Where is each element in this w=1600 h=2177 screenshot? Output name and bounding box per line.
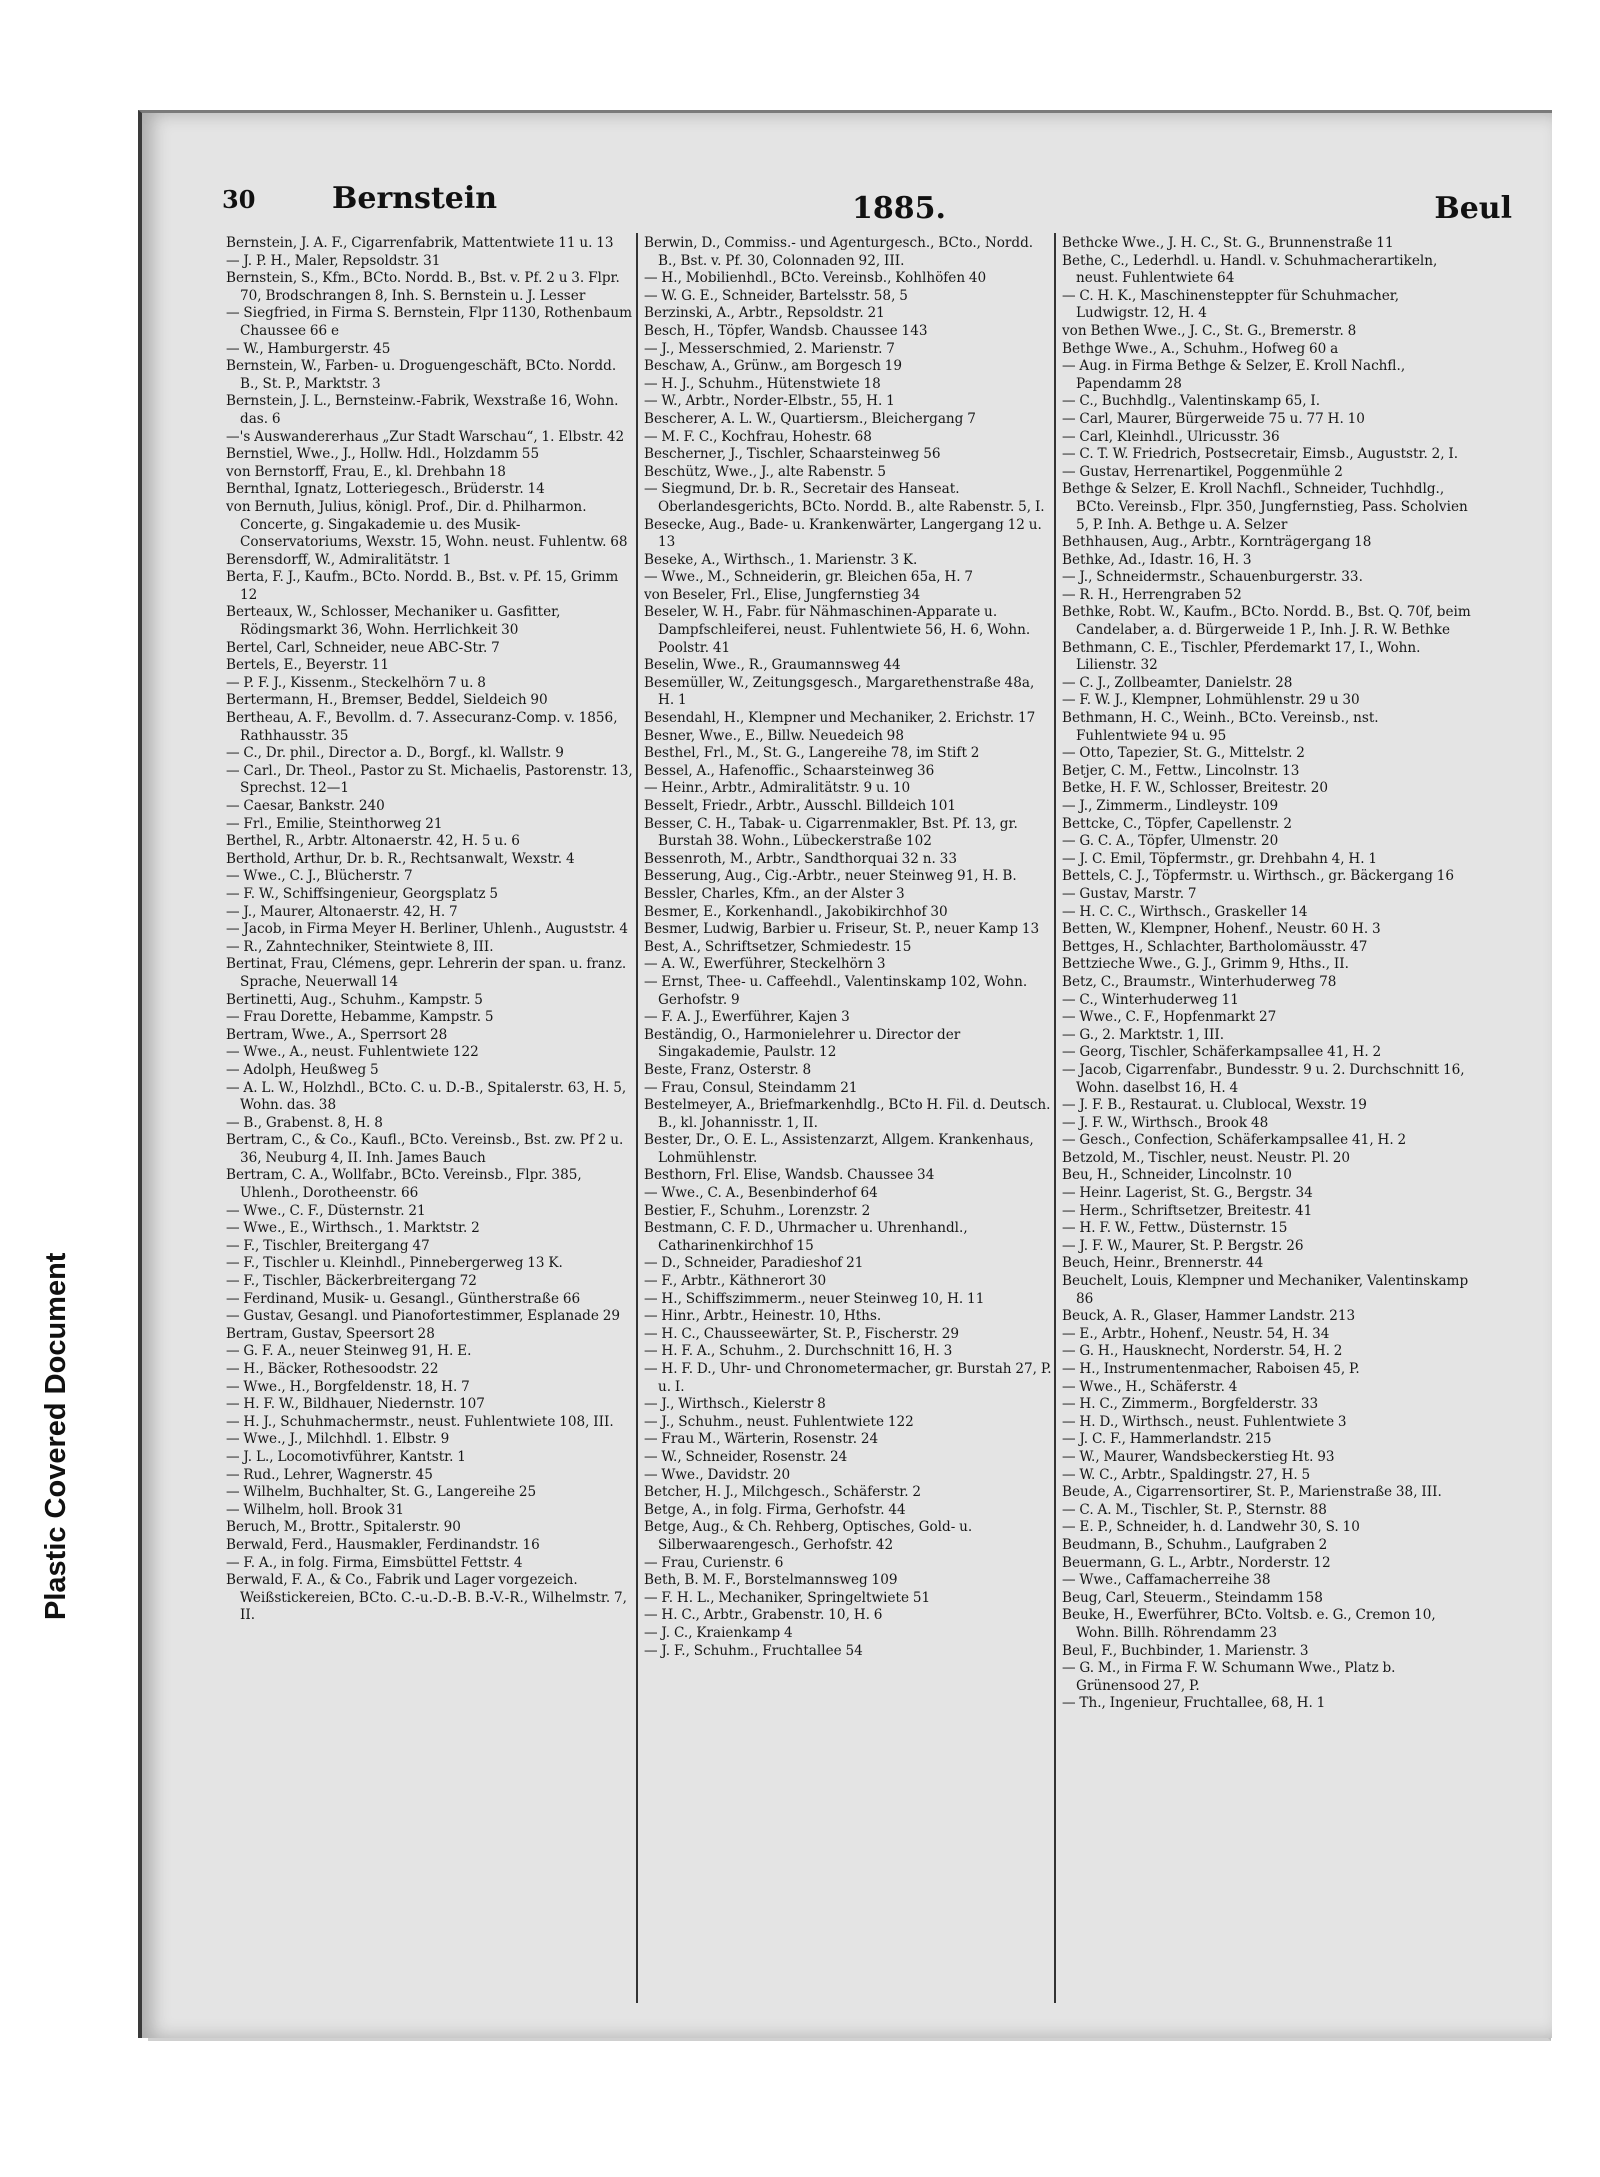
directory-entry: Bertermann, H., Bremser, Beddel, Sieldeich 90 (226, 692, 548, 709)
directory-entry: Besserung, Aug., Cig.-Arbtr., neuer Steinweg 91, H. B. (644, 868, 1017, 885)
directory-entry: — F. A. J., Ewerführer, Kajen 3 (644, 1009, 850, 1026)
directory-entry: — C., Dr. phil., Director a. D., Borgf., kl. Wallstr. 9 (226, 745, 564, 762)
directory-entry: Betge, A., in folg. Firma, Gerhofstr. 44 (644, 1501, 906, 1518)
directory-entry: — Adolph, Heußweg 5 (226, 1061, 379, 1078)
directory-entry: Bethge & Selzer, E. Kroll Nachfl., Schneider, Tuchhdlg., BCto. Vereinsb., Flpr. 350, Jungfernstieg, Pass. Scholvien 5, P. Inh. A. Bethge u. A. Selzer (1062, 481, 1468, 533)
column-divider-1 (636, 233, 638, 2003)
directory-entry: Betz, C., Braumstr., Winterhuderweg 78 (1062, 973, 1337, 990)
directory-entry: Berthel, R., Arbtr. Altonaerstr. 42, H. 5 u. 6 (226, 833, 520, 850)
directory-entry: Beug, Carl, Steuerm., Steindamm 158 (1062, 1589, 1323, 1606)
directory-entry: Beuch, Heinr., Brennerstr. 44 (1062, 1255, 1264, 1272)
directory-entry: — Wwe., J., Milchhdl. 1. Elbstr. 9 (226, 1431, 450, 1448)
directory-entry: Bertinetti, Aug., Schuhm., Kampstr. 5 (226, 991, 483, 1008)
directory-entry: — J. F., Schuhm., Fruchtallee 54 (644, 1642, 863, 1659)
directory-entry: Berwald, F. A., & Co., Fabrik und Lager vorgezeich. Weißstickereien, BCto. C.-u.-D.-B. B.-V.-R., Wilhelmstr. 7, II. (226, 1572, 627, 1624)
directory-entry: Bertels, E., Beyerstr. 11 (226, 657, 390, 674)
directory-entry: — H. C., Chausseewärter, St. P., Fischerstr. 29 (644, 1325, 960, 1342)
directory-entry: Bessenroth, M., Arbtr., Sandthorquai 32 n. 33 (644, 850, 957, 867)
directory-entry: Besthorn, Frl. Elise, Wandsb. Chaussee 34 (644, 1167, 935, 1184)
directory-entry: Besner, Wwe., E., Billw. Neuedeich 98 (644, 727, 904, 744)
directory-entry: Beständig, O., Harmonielehrer u. Director der Singakademie, Paulstr. 12 (644, 1026, 961, 1061)
directory-entry: Bernstein, J. L., Bernsteinw.-Fabrik, Wexstraße 16, Wohn. das. 6 (226, 393, 619, 427)
directory-entry: — Gustav, Herrenartikel, Poggenmühle 2 (1062, 463, 1343, 480)
directory-entry: — Aug. in Firma Bethge & Selzer, E. Kroll Nachfl., Papendamm 28 (1062, 358, 1406, 392)
directory-entry: — A. L. W., Holzhdl., BCto. C. u. D.-B., Spitalerstr. 63, H. 5, Wohn. das. 38 (226, 1079, 627, 1114)
directory-entry: — C. T. W. Friedrich, Postsecretair, Eimsb., Auguststr. 2, I. (1062, 446, 1459, 463)
directory-entry: — Wwe., A., neust. Fuhlentwiete 122 (226, 1044, 479, 1061)
directory-entry: — H. F. W., Bildhauer, Niedernstr. 107 (226, 1396, 485, 1413)
directory-entry: Bestier, F., Schuhm., Lorenzstr. 2 (644, 1202, 871, 1219)
directory-entry: — H. F. W., Fettw., Düsternstr. 15 (1062, 1220, 1288, 1237)
directory-entry: — Th., Ingenieur, Fruchtallee, 68, H. 1 (1062, 1695, 1326, 1712)
directory-entry: — C., Buchhdlg., Valentinskamp 65, I. (1062, 393, 1321, 410)
directory-entry: Beschütz, Wwe., J., alte Rabenstr. 5 (644, 463, 887, 480)
directory-entry: Bethmann, H. C., Weinh., BCto. Vereinsb., nst. Fuhlentwiete 94 u. 95 (1062, 710, 1379, 744)
directory-entry: Bethe, C., Lederhdl. u. Handl. v. Schuhmacherartikeln, neust. Fuhlentwiete 64 (1062, 252, 1438, 287)
directory-entry: Besmer, Ludwig, Barbier u. Friseur, St. P., neuer Kamp 13 (644, 921, 1040, 938)
page-number: 30 (222, 185, 256, 214)
directory-entry: — H. F. A., Schuhm., 2. Durchschnitt 16, H. 3 (644, 1343, 953, 1360)
directory-entry: — R., Zahntechniker, Steintwiete 8, III. (226, 938, 494, 955)
directory-entry: Besthel, Frl., M., St. G., Langereihe 78, im Stift 2 (644, 745, 980, 762)
directory-entry: — B., Grabenst. 8, H. 8 (226, 1114, 383, 1131)
directory-entry: Besselt, Friedr., Arbtr., Ausschl. Billdeich 101 (644, 798, 957, 814)
directory-entry: — Wwe., Davidstr. 20 (644, 1466, 791, 1483)
directory-entry: — Siegmund, Dr. b. R., Secretair des Hanseat. Oberlandesgerichts, BCto. Nordd. B., alte Rabenstr. 5, I. (644, 481, 1045, 515)
directory-entry: — W., Arbtr., Norder-Elbstr., 55, H. 1 (644, 393, 895, 410)
directory-column-1 (226, 235, 636, 2005)
directory-column-2 (644, 235, 1054, 2005)
directory-entry: — J. F. W., Maurer, St. P. Bergstr. 26 (1062, 1237, 1304, 1254)
directory-entry: — Wilhelm, Buchhalter, St. G., Langereihe 25 (226, 1484, 537, 1501)
directory-entry: — J., Zimmerm., Lindleystr. 109 (1062, 798, 1279, 814)
directory-entry: — Heinr. Lagerist, St. G., Bergstr. 34 (1062, 1185, 1313, 1202)
directory-entry: — H. C. C., Wirthsch., Graskeller 14 (1062, 903, 1308, 920)
directory-entry: von Bethen Wwe., J. C., St. G., Bremerstr. 8 (1062, 322, 1357, 339)
directory-entry: — H., Mobilienhdl., BCto. Vereinsb., Kohlhöfen 40 (644, 270, 987, 287)
directory-entry: Besendahl, H., Klempner und Mechaniker, 2. Erichstr. 17 (644, 710, 1036, 727)
directory-entry: — F. W., Schiffsingenieur, Georgsplatz 5 (226, 885, 499, 902)
directory-entry: — F. H. L., Mechaniker, Springeltwiete 51 (644, 1589, 931, 1606)
directory-entry: Beul, F., Buchbinder, 1. Marienstr. 3 (1062, 1642, 1309, 1659)
directory-entry: Beschaw, A., Grünw., am Borgesch 19 (644, 358, 902, 375)
directory-entry: von Bernuth, Julius, königl. Prof., Dir. d. Philharmon. Concerte, g. Singakademie u. des Musik-Conservatoriums, Wexstr. 15, Wohn. neust. Fuhlentw. 68 (226, 498, 628, 551)
directory-entry: Berthold, Arthur, Dr. b. R., Rechtsanwalt, Wexstr. 4 (226, 850, 575, 867)
directory-entry: Berwin, D., Commiss.- und Agenturgesch., BCto., Nordd. B., Bst. v. Pf. 30, Colonnaden 92, III. (644, 235, 1034, 269)
directory-entry: — H., Instrumentenmacher, Raboisen 45, P. (1062, 1361, 1360, 1377)
column-divider-2 (1054, 233, 1056, 2003)
directory-entry: — D., Schneider, Paradieshof 21 (644, 1255, 864, 1272)
directory-entry: Bethcke Wwe., J. H. C., St. G., Brunnenstraße 11 (1062, 235, 1394, 251)
directory-entry: Bernstiel, Wwe., J., Hollw. Hdl., Holzdamm 55 (226, 446, 540, 463)
directory-entry: Beth, B. M. F., Borstelmannsweg 109 (644, 1572, 898, 1589)
directory-entry: — F. A., in folg. Firma, Eimsbüttel Fettstr. 4 (226, 1554, 523, 1571)
directory-entry: — W., Maurer, Wandsbeckerstieg Ht. 93 (1062, 1448, 1335, 1465)
directory-entry: — J., Schuhm., neust. Fuhlentwiete 122 (644, 1413, 914, 1430)
directory-entry: Bernstein, S., Kfm., BCto. Nordd. B., Bst. v. Pf. 2 u 3. Flpr. 70, Brodschrangen 8, Inh. S. Bernstein u. J. Lesser (226, 270, 620, 304)
directory-entry: — J., Schneidermstr., Schauenburgerstr. 33. (1062, 569, 1363, 586)
directory-entry: Beseler, W. H., Fabr. für Nähmaschinen-Apparate u. Dampfschleiferei, neust. Fuhlentwiete 56, H. 6, Wohn. Poolstr. 41 (644, 604, 1031, 656)
directory-entry: Bethmann, C. E., Tischler, Pferdemarkt 17, I., Wohn. Lilienstr. 32 (1062, 639, 1421, 674)
directory-entry: Bettels, C. J., Töpfermstr. u. Wirthsch., gr. Bäckergang 16 (1062, 868, 1455, 885)
directory-entry: Best, A., Schriftsetzer, Schmiedestr. 15 (644, 938, 912, 955)
directory-entry: Beuermann, G. L., Arbtr., Norderstr. 12 (1062, 1554, 1331, 1571)
directory-entry: — H., Bäcker, Rothesoodstr. 22 (226, 1361, 439, 1377)
directory-entry: — Wilhelm, holl. Brook 31 (226, 1501, 405, 1518)
directory-entry: — Wwe., H., Borgfeldenstr. 18, H. 7 (226, 1378, 470, 1395)
directory-entry: — Jacob, in Firma Meyer H. Berliner, Uhlenh., Auguststr. 4 (226, 921, 629, 938)
directory-entry: — G. F. A., neuer Steinweg 91, H. E. (226, 1343, 472, 1360)
directory-entry: — F. W. J., Klempner, Lohmühlenstr. 29 u 30 (1062, 692, 1360, 709)
directory-entry: von Bernstorff, Frau, E., kl. Drehbahn 18 (226, 463, 506, 480)
directory-entry: Bethge Wwe., A., Schuhm., Hofweg 60 a (1062, 340, 1339, 357)
directory-entry: — E. P., Schneider, h. d. Landwehr 30, S. 10 (1062, 1519, 1360, 1536)
header-right-word: Beul (1434, 191, 1512, 226)
directory-entry: Beselin, Wwe., R., Graumannsweg 44 (644, 657, 901, 674)
directory-entry: — H. C., Arbtr., Grabenstr. 10, H. 6 (644, 1607, 883, 1624)
directory-entry: — F., Tischler, Breitergang 47 (226, 1237, 430, 1254)
directory-entry: — Frau M., Wärterin, Rosenstr. 24 (644, 1431, 879, 1448)
directory-entry: — J. L., Locomotivführer, Kantstr. 1 (226, 1448, 466, 1465)
directory-entry: — Wwe., M., Schneiderin, gr. Bleichen 65a, H. 7 (644, 569, 973, 586)
directory-entry: — Jacob, Cigarrenfabr., Bundesstr. 9 u. 2. Durchschnitt 16, Wohn. daselbst 16, H. 4 (1062, 1061, 1465, 1096)
directory-entry: Beuck, A. R., Glaser, Hammer Landstr. 213 (1062, 1308, 1356, 1325)
directory-entry: Bessler, Charles, Kfm., an der Alster 3 (644, 885, 905, 902)
directory-entry: Bertram, Gustav, Speersort 28 (226, 1325, 435, 1342)
directory-entry: Bescherner, J., Tischler, Schaarsteinweg 56 (644, 446, 941, 463)
directory-entry: — Wwe., C. A., Besenbinderhof 64 (644, 1185, 878, 1202)
header-year: 1885. (852, 191, 946, 226)
directory-entry: Beudmann, B., Schuhm., Laufgraben 2 (1062, 1536, 1328, 1553)
directory-entry: Besecke, Aug., Bade- u. Krankenwärter, Langergang 12 u. 13 (644, 516, 1042, 551)
directory-entry: — A. W., Ewerführer, Steckelhörn 3 (644, 956, 886, 973)
header-left-word: Bernstein (332, 181, 498, 216)
directory-entry: — W., Schneider, Rosenstr. 24 (644, 1448, 848, 1465)
directory-entry: Betten, W., Klempner, Hohenf., Neustr. 60 H. 3 (1062, 921, 1381, 938)
directory-entry: — Wwe., C. J., Blücherstr. 7 (226, 868, 413, 885)
directory-entry: Betge, Aug., & Ch. Rehberg, Optisches, Gold- u. Silberwaarengesch., Gerhofstr. 42 (644, 1519, 973, 1553)
directory-entry: Berteaux, W., Schlosser, Mechaniker u. Gasfitter, Rödingsmarkt 36, Wohn. Herrlichkeit 30 (226, 604, 561, 639)
directory-entry: Bescherer, A. L. W., Quartiersm., Bleichergang 7 (644, 410, 976, 427)
directory-entry: Beu, H., Schneider, Lincolnstr. 10 (1062, 1167, 1292, 1184)
directory-entry: Betzold, M., Tischler, neust. Neustr. Pl. 20 (1062, 1149, 1351, 1166)
directory-entry: — Gustav, Gesangl. und Pianofortestimmer, Esplanade 29 (226, 1308, 621, 1325)
directory-entry: Beuchelt, Louis, Klempner und Mechaniker, Valentinskamp 86 (1062, 1273, 1469, 1307)
directory-entry: — Rud., Lehrer, Wagnerstr. 45 (226, 1466, 433, 1483)
directory-entry: Bertel, Carl, Schneider, neue ABC-Str. 7 (226, 639, 500, 656)
directory-entry: — J. F. B., Restaurat. u. Clublocal, Wexstr. 19 (1062, 1097, 1367, 1114)
document-page (138, 110, 1552, 2038)
directory-entry: — J., Messerschmied, 2. Marienstr. 7 (644, 340, 895, 357)
directory-entry: — Heinr., Arbtr., Admiralitätstr. 9 u. 10 (644, 780, 911, 797)
directory-entry: Berzinski, A., Arbtr., Repsoldstr. 21 (644, 305, 885, 322)
directory-entry: Bernstein, J. A. F., Cigarrenfabrik, Mattentwiete 11 u. 13 (226, 235, 614, 251)
directory-entry: — Otto, Tapezier, St. G., Mittelstr. 2 (1062, 745, 1305, 762)
directory-entry: von Beseler, Frl., Elise, Jungfernstieg 34 (644, 586, 921, 603)
directory-entry: Betke, H. F. W., Schlosser, Breitestr. 20 (1062, 780, 1329, 797)
directory-entry: Bessel, A., Hafenoffic., Schaarsteinweg 36 (644, 762, 935, 779)
directory-entry: — J. C. Emil, Töpfermstr., gr. Drehbahn 4, H. 1 (1062, 850, 1378, 867)
directory-entry: — F., Tischler u. Kleinhdl., Pinnebergerweg 13 K. (226, 1255, 563, 1272)
directory-entry: — G. H., Hausknecht, Norderstr. 54, H. 2 (1062, 1343, 1343, 1360)
directory-entry: —'s Auswandererhaus „Zur Stadt Warschau“, 1. Elbstr. 42 (226, 428, 625, 445)
directory-entry: — W. G. E., Schneider, Bartelsstr. 58, 5 (644, 287, 908, 304)
directory-entry: — J. C., Kraienkamp 4 (644, 1624, 793, 1641)
directory-entry: Berwald, Ferd., Hausmakler, Ferdinandstr. 16 (226, 1536, 540, 1553)
directory-entry: — H. F. D., Uhr- und Chronometermacher, gr. Burstah 27, P. u. I. (644, 1361, 1052, 1395)
directory-entry: — Gustav, Marstr. 7 (1062, 885, 1197, 902)
directory-entry: — Wwe., H., Schäferstr. 4 (1062, 1378, 1238, 1395)
directory-entry: Besemüller, W., Zeitungsgesch., Margarethenstraße 48a, H. 1 (644, 674, 1035, 709)
directory-entry: Beste, Franz, Osterstr. 8 (644, 1061, 812, 1078)
directory-entry: — E., Arbtr., Hohenf., Neustr. 54, H. 34 (1062, 1325, 1330, 1342)
directory-entry: Besmer, E., Korkenhandl., Jakobikirchhof 30 (644, 903, 948, 920)
directory-entry: — R. H., Herrengraben 52 (1062, 586, 1242, 603)
directory-entry: Bethke, Robt. W., Kaufm., BCto. Nordd. B., Bst. Q. 70f, beim Candelaber, a. d. Bürgerweide 1 P., Inh. J. R. W. Bethke (1062, 604, 1471, 639)
directory-entry: Bestmann, C. F. D., Uhrmacher u. Uhrenhandl., Catharinenkirchhof 15 (644, 1220, 968, 1254)
directory-entry: — H. D., Wirthsch., neust. Fuhlentwiete 3 (1062, 1413, 1347, 1430)
directory-entry: — J., Maurer, Altonaerstr. 42, H. 7 (226, 903, 458, 920)
directory-entry: Bertram, Wwe., A., Sperrsort 28 (226, 1026, 448, 1043)
directory-entry: Bertram, C. A., Wollfabr., BCto. Vereinsb., Flpr. 385, Uhlenh., Dorotheenstr. 66 (226, 1167, 582, 1202)
directory-entry: — C., Winterhuderweg 11 (1062, 991, 1239, 1008)
directory-entry: — J. F. W., Wirthsch., Brook 48 (1062, 1114, 1269, 1131)
directory-entry: — C. J., Zollbeamter, Danielstr. 28 (1062, 674, 1293, 691)
directory-entry: — G. C. A., Töpfer, Ulmenstr. 20 (1062, 833, 1279, 850)
directory-column-3 (1062, 235, 1472, 2005)
directory-entry: — H. C., Zimmerm., Borgfelderstr. 33 (1062, 1396, 1319, 1413)
directory-entry: — Carl, Kleinhdl., Ulricusstr. 36 (1062, 428, 1280, 445)
directory-entry: — Gesch., Confection, Schäferkampsallee 41, H. 2 (1062, 1132, 1407, 1149)
directory-entry: Beruch, M., Brottr., Spitalerstr. 90 (226, 1519, 461, 1536)
directory-entry: Beseke, A., Wirthsch., 1. Marienstr. 3 K. (644, 551, 918, 568)
directory-entry: Besser, C. H., Tabak- u. Cigarrenmakler, Bst. Pf. 13, gr. Burstah 38. Wohn., Lübeckerstraße 102 (644, 815, 1018, 850)
directory-entry: Berensdorff, W., Admiralitätstr. 1 (226, 551, 452, 568)
page-header (222, 181, 1512, 227)
directory-entry: Bertinat, Frau, Clémens, gepr. Lehrerin der span. u. franz. Sprache, Neuerwall 14 (226, 956, 627, 990)
directory-entry: — W., Hamburgerstr. 45 (226, 340, 391, 357)
directory-entry: Betcher, H. J., Milchgesch., Schäferstr. 2 (644, 1484, 922, 1501)
directory-entry: Bestelmeyer, A., Briefmarkenhdlg., BCto H. Fil. d. Deutsch. B., kl. Johannisstr. 1, II. (644, 1097, 1051, 1131)
directory-entry: Bernstein, W., Farben- u. Droguengeschäft, BCto. Nordd. B., St. P., Marktstr. 3 (226, 358, 617, 392)
directory-entry: — Caesar, Bankstr. 240 (226, 798, 385, 814)
directory-entry: — Ernst, Thee- u. Caffeehdl., Valentinskamp 102, Wohn. Gerhofstr. 9 (644, 973, 1028, 1008)
directory-entry: — G. M., in Firma F. W. Schumann Wwe., Platz b. Grünensood 27, P. (1062, 1660, 1396, 1694)
directory-entry: — J. C. F., Hammerlandstr. 215 (1062, 1431, 1272, 1448)
directory-entry: — Wwe., C. F., Hopfenmarkt 27 (1062, 1009, 1277, 1026)
directory-entry: Bester, Dr., O. E. L., Assistenzarzt, Allgem. Krankenhaus, Lohmühlenstr. (644, 1132, 1034, 1166)
directory-entry: Bethke, Ad., Idastr. 16, H. 3 (1062, 551, 1252, 568)
directory-entry: Bernthal, Ignatz, Lotteriegesch., Brüderstr. 14 (226, 481, 545, 498)
directory-entry: — Frau Dorette, Hebamme, Kampstr. 5 (226, 1009, 494, 1026)
directory-entry: Bettges, H., Schlachter, Bartholomäusstr. 47 (1062, 938, 1368, 955)
side-caption: Plastic Covered Document (40, 1252, 72, 1620)
directory-entry: — H. J., Schuhm., Hütenstwiete 18 (644, 375, 881, 392)
directory-entry: — Wwe., Caffamacherreihe 38 (1062, 1572, 1271, 1589)
directory-entry: — C. A. M., Tischler, St. P., Sternstr. 88 (1062, 1501, 1327, 1518)
directory-entry: — Carl, Maurer, Bürgerweide 75 u. 77 H. 10 (1062, 410, 1365, 427)
directory-entry: — Carl., Dr. Theol., Pastor zu St. Michaelis, Pastorenstr. 13, Sprechst. 12—1 (226, 762, 633, 797)
directory-entry: Bethhausen, Aug., Arbtr., Kornträgergang 18 (1062, 534, 1372, 551)
directory-entry: — H., Schiffszimmerm., neuer Steinweg 10, H. 11 (644, 1290, 985, 1307)
directory-entry: — Wwe., E., Wirthsch., 1. Marktstr. 2 (226, 1220, 480, 1237)
directory-entry: Betjer, C. M., Fettw., Lincolnstr. 13 (1062, 762, 1300, 779)
directory-entry: Bertram, C., & Co., Kaufl., BCto. Vereinsb., Bst. zw. Pf 2 u. 36, Neuburg 4, II. Inh. James Bauch (226, 1132, 624, 1166)
directory-entry: Bertheau, A. F., Bevollm. d. 7. Assecuranz-Comp. v. 1856, Rathhausstr. 35 (226, 710, 618, 744)
directory-entry: — G., 2. Marktstr. 1, III. (1062, 1026, 1225, 1043)
directory-entry: — M. F. C., Kochfrau, Hohestr. 68 (644, 428, 872, 445)
directory-entry: Beuke, H., Ewerführer, BCto. Voltsb. e. G., Cremon 10, Wohn. Billh. Röhrendamm 23 (1062, 1607, 1436, 1641)
directory-entry: — F., Tischler, Bäckerbreitergang 72 (226, 1273, 477, 1290)
directory-entry: Berta, F. J., Kaufm., BCto. Nordd. B., Bst. v. Pf. 15, Grimm 12 (226, 569, 619, 603)
directory-entry: — Siegfried, in Firma S. Bernstein, Flpr 1130, Rothenbaum Chaussee 66 e (226, 305, 633, 339)
directory-entry: — C. H. K., Maschinensteppter für Schuhmacher, Ludwigstr. 12, H. 4 (1062, 287, 1400, 322)
directory-entry: — Georg, Tischler, Schäferkampsallee 41, H. 2 (1062, 1044, 1382, 1061)
directory-entry: Beude, A., Cigarrensortirer, St. P., Marienstraße 38, III. (1062, 1484, 1442, 1501)
directory-entry: — W. C., Arbtr., Spaldingstr. 27, H. 5 (1062, 1466, 1311, 1483)
directory-entry: Besch, H., Töpfer, Wandsb. Chaussee 143 (644, 322, 928, 339)
directory-entry: — P. F. J., Kissenm., Steckelhörn 7 u. 8 (226, 674, 486, 691)
directory-entry: — Ferdinand, Musik- u. Gesangl., Güntherstraße 66 (226, 1290, 581, 1307)
directory-entry: — H. J., Schuhmachermstr., neust. Fuhlentwiete 108, III. (226, 1413, 614, 1430)
directory-entry: — Frau, Curienstr. 6 (644, 1554, 784, 1571)
directory-entry: Bettcke, C., Töpfer, Capellenstr. 2 (1062, 815, 1293, 832)
directory-entry: — Herm., Schriftsetzer, Breitestr. 41 (1062, 1202, 1313, 1219)
directory-entry: — F., Arbtr., Käthnerort 30 (644, 1273, 827, 1290)
directory-entry: — Frau, Consul, Steindamm 21 (644, 1079, 858, 1096)
directory-entry: — J., Wirthsch., Kielerstr 8 (644, 1396, 826, 1413)
directory-entry: Bettzieche Wwe., G. J., Grimm 9, Hths., II. (1062, 956, 1349, 973)
directory-entry: — Hinr., Arbtr., Heinestr. 10, Hths. (644, 1308, 882, 1325)
directory-entry: — J. P. H., Maler, Repsoldstr. 31 (226, 252, 441, 269)
directory-entry: — Frl., Emilie, Steinthorweg 21 (226, 815, 443, 832)
directory-entry: — Wwe., C. F., Düsternstr. 21 (226, 1202, 426, 1219)
